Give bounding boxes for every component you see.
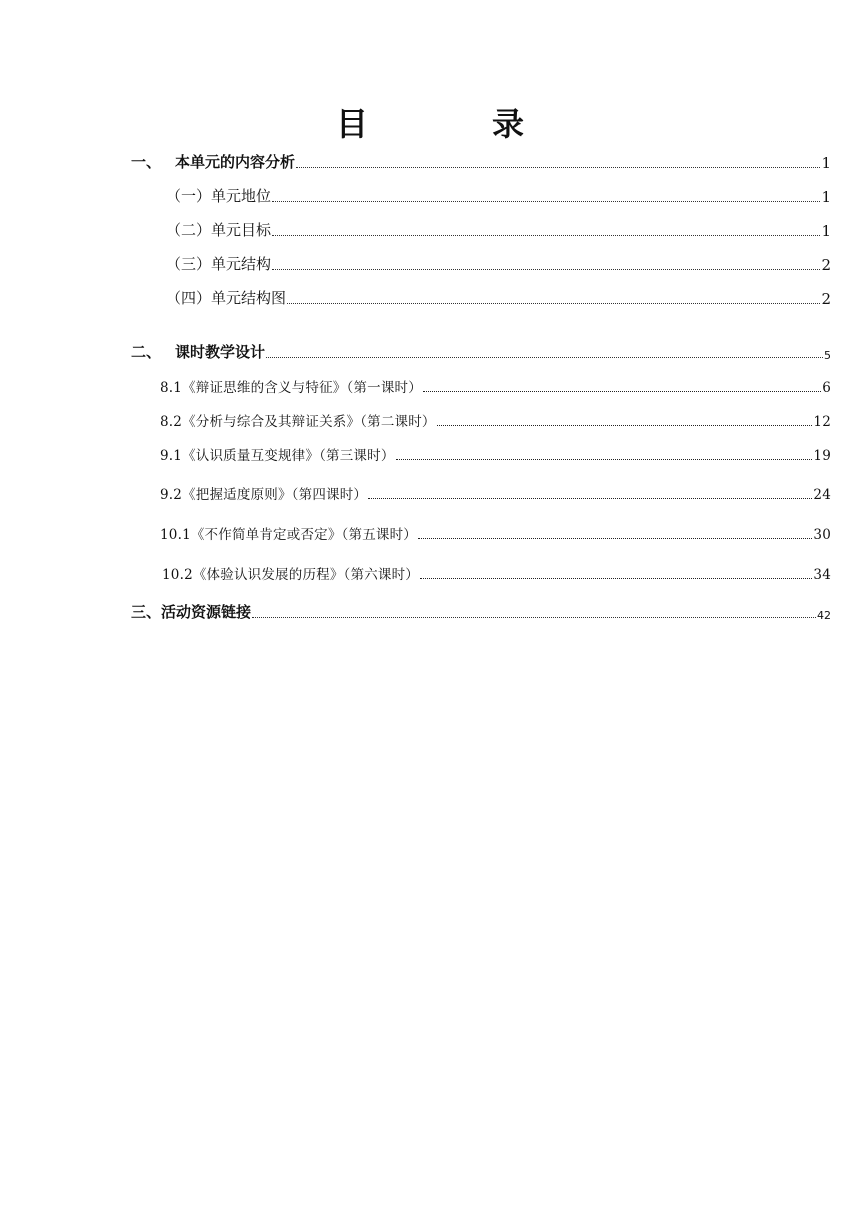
entry-label: 10.1《不作简单肯定或否定》（第五课时） [160, 527, 418, 543]
page-number: 34 [813, 567, 831, 583]
page-number: 5 [824, 349, 831, 362]
section-number: 二、 [131, 343, 162, 361]
page-number: 30 [813, 527, 831, 543]
dot-leader [272, 200, 820, 202]
toc-entry-lesson-10-1[interactable] [160, 521, 831, 543]
toc-entry-section-2[interactable] [131, 340, 831, 362]
dot-leader [368, 497, 812, 499]
entry-label: 8.2《分析与综合及其辩证关系》（第二课时） [160, 414, 436, 430]
page-number: 12 [813, 414, 831, 430]
page-number: 6 [822, 380, 831, 396]
entry-label: 9.1《认识质量互变规律》（第三课时） [160, 448, 395, 464]
dot-leader [252, 616, 816, 618]
entry-label: （四）单元结构图 [166, 289, 287, 307]
entry-label: 9.2《把握适度原则》（第四课时） [160, 487, 368, 503]
toc-entry-lesson-8-1[interactable] [160, 374, 831, 396]
page-number: 42 [817, 609, 831, 622]
dot-leader [266, 356, 823, 358]
toc-entry-section-1[interactable] [131, 150, 831, 172]
toc-entry-lesson-10-2[interactable] [162, 561, 831, 583]
dot-leader [272, 268, 820, 270]
section-label: 三、活动资源链接 [131, 603, 252, 621]
dot-leader [420, 577, 812, 579]
toc-entry-section-3[interactable] [131, 600, 831, 622]
toc-entry-unit-structure[interactable] [166, 252, 831, 274]
toc-entry-unit-structure-diagram[interactable] [166, 286, 831, 308]
dot-leader [396, 458, 813, 460]
page-number: 2 [821, 290, 831, 308]
page-number: 1 [821, 154, 831, 172]
entry-label: （三）单元结构 [166, 255, 272, 273]
section-number: 一、 [131, 153, 162, 171]
dot-leader [418, 537, 812, 539]
toc-entry-lesson-9-1[interactable] [160, 442, 831, 464]
toc-entry-lesson-9-2[interactable] [160, 481, 831, 503]
section-label: 本单元的内容分析 [175, 153, 296, 171]
toc-entry-lesson-8-2[interactable] [160, 408, 831, 430]
entry-label: （二）单元目标 [166, 221, 272, 239]
dot-leader [296, 166, 820, 168]
entry-label: 8.1《辩证思维的含义与特征》（第一课时） [160, 380, 422, 396]
toc-entry-unit-position[interactable] [166, 184, 831, 206]
dot-leader [272, 234, 820, 236]
dot-leader [423, 390, 821, 392]
dot-leader [287, 302, 820, 304]
entry-label: 10.2《体验认识发展的历程》（第六课时） [162, 567, 420, 583]
page-title: 目 录 [335, 105, 570, 143]
section-label: 课时教学设计 [175, 343, 266, 361]
entry-label: （一）单元地位 [166, 187, 272, 205]
page-number: 2 [821, 256, 831, 274]
page-number: 1 [821, 222, 831, 240]
toc-entry-unit-goals[interactable] [166, 218, 831, 240]
page-number: 24 [813, 487, 831, 503]
page-number: 19 [813, 448, 831, 464]
dot-leader [437, 424, 813, 426]
page-number: 1 [821, 188, 831, 206]
